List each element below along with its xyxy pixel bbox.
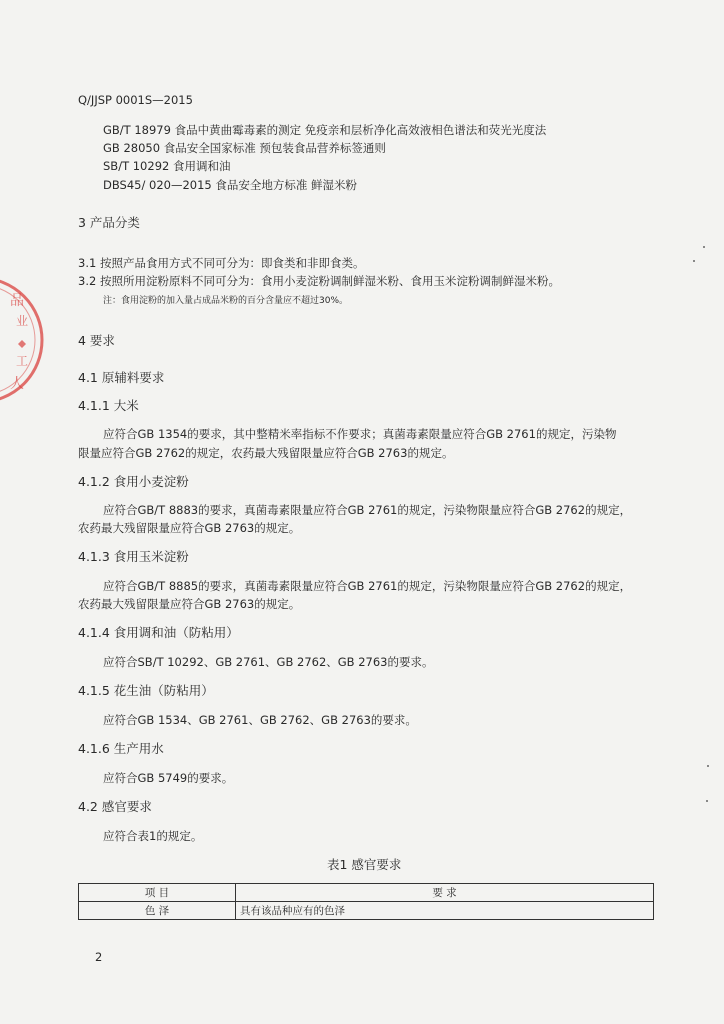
page-number: 2 [95,950,103,964]
scan-speck [706,800,708,802]
svg-text:业: 业 [16,314,29,328]
table-row [79,902,654,920]
table-cell: 具有该品种应有的色泽 [236,902,654,920]
paragraph-line: 应符合GB/T 8885的要求，真菌毒素限量应符合GB 2761的规定，污染物限量应符合GB 2762的规定， [103,579,632,593]
section-4-1-1-heading: 4.1.1 大米 [78,398,139,413]
section-4-1-3-heading: 4.1.3 食用玉米淀粉 [78,549,189,564]
paragraph-line: 农药最大残留限量应符合GB 2763的规定。 [78,521,301,535]
section-3-heading: 3 产品分类 [78,215,140,230]
section-4-1-6-heading: 4.1.6 生产用水 [78,741,164,756]
section-4-2-heading: 4.2 感官要求 [78,799,152,814]
reference-item: DBS45/ 020—2015 食品安全地方标准 鲜湿米粉 [103,178,358,192]
red-seal-stamp [0,270,50,410]
sensory-requirements-table [78,883,654,920]
reference-item: GB 28050 食品安全国家标准 预包装食品营养标签通则 [103,141,386,155]
table-header-row [79,884,654,902]
svg-text:品: 品 [10,293,24,309]
scan-speck [703,246,705,248]
paragraph-line: 限量应符合GB 2762的规定，农药最大残留限量应符合GB 2763的规定。 [78,446,454,460]
paragraph-line: 应符合表1的规定。 [103,829,203,843]
section-4-heading: 4 要求 [78,333,115,348]
clause-3-1: 3.1 按照产品食用方式不同可分为：即食类和非即食类。 [78,256,365,270]
section-4-1-heading: 4.1 原辅料要求 [78,370,165,385]
paragraph-line: 应符合GB 1354的要求，其中整精米率指标不作要求；真菌毒素限量应符合GB 2761的规定，污染物 [103,427,617,441]
svg-text:人: 人 [10,376,24,392]
clause-3-2: 3.2 按照所用淀粉原料不同可分为：食用小麦淀粉调制鲜湿米粉、食用玉米淀粉调制鲜湿米粉。 [78,274,560,288]
section-4-1-2-heading: 4.1.2 食用小麦淀粉 [78,474,189,489]
table-caption: 表1 感官要求 [327,857,402,872]
scan-speck [707,765,709,767]
paragraph-line: 应符合GB/T 8883的要求，真菌毒素限量应符合GB 2761的规定，污染物限量应符合GB 2762的规定， [103,503,632,517]
paragraph-line: 农药最大残留限量应符合GB 2763的规定。 [78,597,301,611]
table-header-cell: 项 目 [79,884,236,902]
section-4-1-4-heading: 4.1.4 食用调和油（防粘用） [78,625,239,640]
reference-item: GB/T 18979 食品中黄曲霉毒素的测定 免疫亲和层析净化高效液相色谱法和荧光光度法 [103,123,547,137]
svg-text:工: 工 [16,354,29,368]
paragraph-line: 应符合GB 1534、GB 2761、GB 2762、GB 2763的要求。 [103,713,417,727]
scan-speck [693,260,695,262]
paragraph-line: 应符合SB/T 10292、GB 2761、GB 2762、GB 2763的要求。 [103,655,434,669]
note-text: 注：食用淀粉的加入量占成品米粉的百分含量应不超过30%。 [103,296,349,306]
table-header-cell: 要 求 [236,884,654,902]
reference-item: SB/T 10292 食用调和油 [103,159,231,173]
section-4-1-5-heading: 4.1.5 花生油（防粘用） [78,683,214,698]
standard-code-header: Q/JJSP 0001S—2015 [78,93,193,107]
paragraph-line: 应符合GB 5749的要求。 [103,771,234,785]
table-cell: 色 泽 [79,902,236,920]
